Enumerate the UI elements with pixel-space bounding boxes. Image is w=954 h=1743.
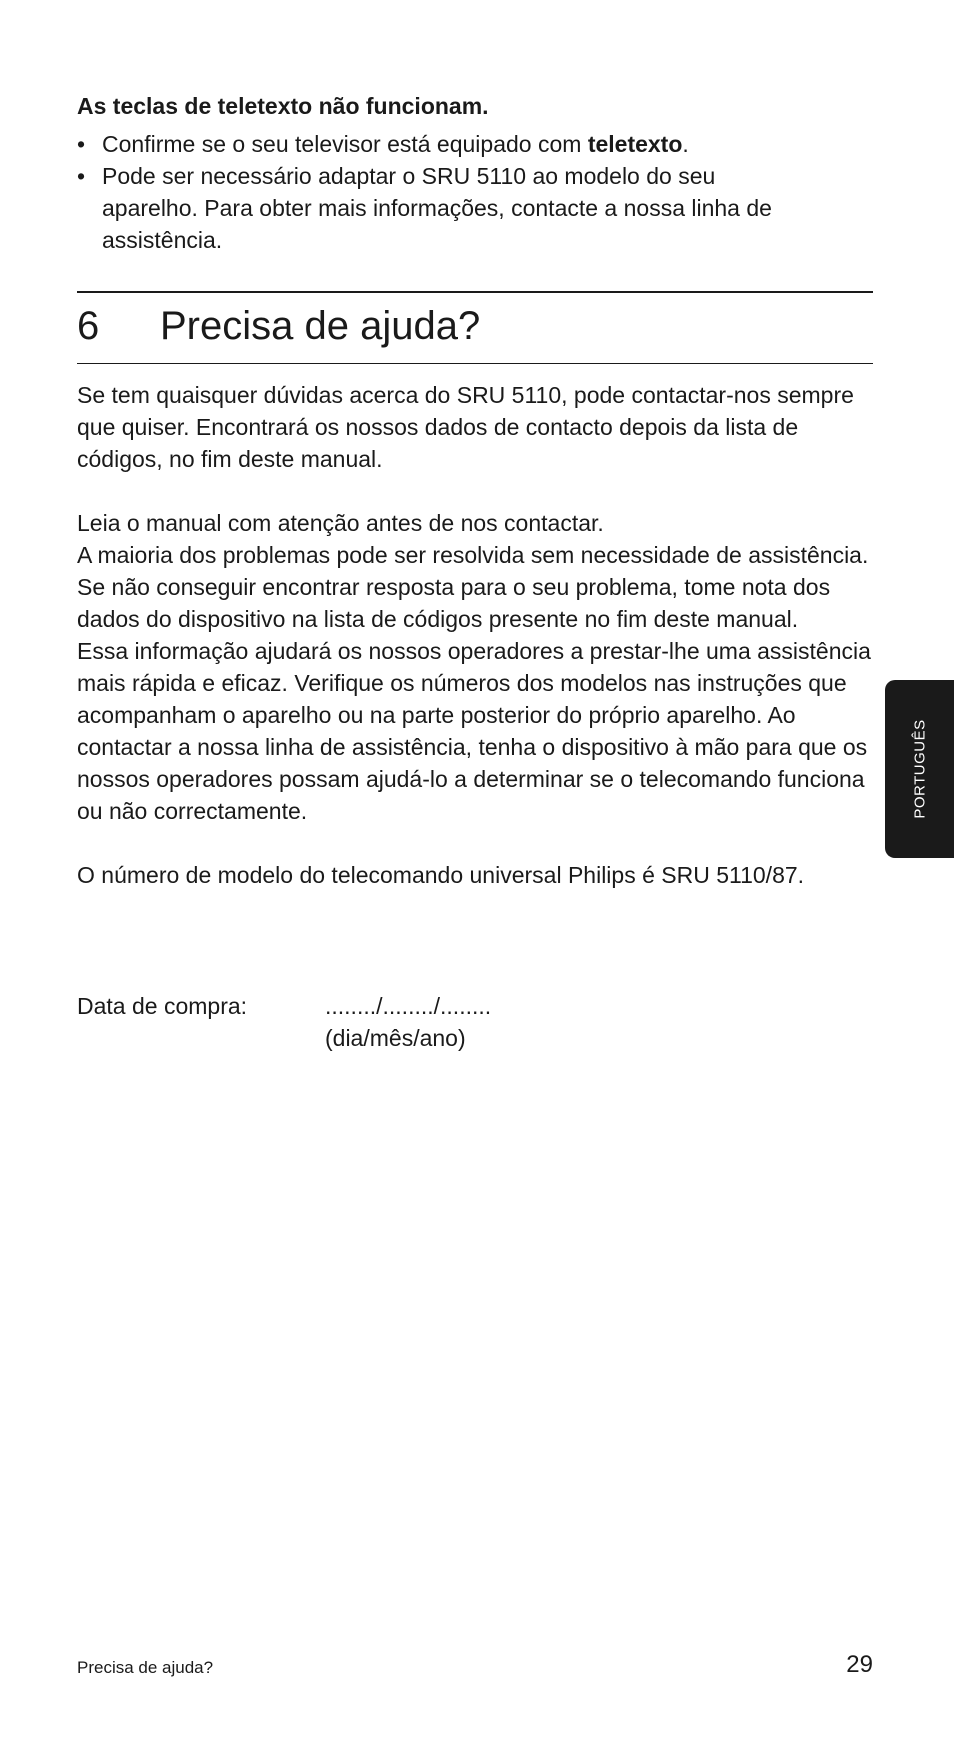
body-paragraph-model-number: O número de modelo do telecomando universal Philips é SRU 5110/87.: [77, 862, 805, 888]
footer-page-number: 29: [846, 1651, 873, 1678]
language-tab-label: PORTUGUÊS: [911, 719, 928, 819]
section-number: 6: [77, 304, 100, 348]
body-paragraph-information: Essa informação ajudará os nossos operadores a prestar-lhe uma assistência mais rápida e eficaz. Verifique os números dos modelos nas instruções que acompanham o aparelho ou na parte posterior do próprio aparelho. Ao contactar a nossa linha de assistência, tenha o dispositivo à mão para que os nossos operadores possam ajudá-lo a determinar se o telecomando funciona ou não correctamente.: [77, 638, 871, 824]
body-paragraph-read-manual: Leia o manual com atenção antes de nos contactar.: [77, 510, 604, 536]
bullet-icon: •: [77, 131, 86, 157]
section-rule-bottom: [77, 363, 873, 364]
section-title: Precisa de ajuda?: [160, 304, 481, 348]
paragraph-gap: [77, 827, 873, 859]
troubleshooting-list: [77, 128, 873, 256]
list-item: [77, 160, 782, 256]
body-paragraph-problems: A maioria dos problemas pode ser resolvida sem necessidade de assistência. Se não conseguir encontrar resposta para o seu problema, tome nota dos dados do dispositivo na lista de códigos presente no fim deste manual.: [77, 542, 869, 632]
language-tab: [885, 680, 954, 858]
bullet-text-after: .: [682, 131, 689, 157]
purchase-date-field: ......../......../........: [325, 993, 492, 1019]
section-body: [77, 379, 873, 891]
bullet-icon: •: [77, 163, 86, 189]
section-rule-top: [77, 291, 873, 293]
purchase-date-format: (dia/mês/ano): [325, 1025, 466, 1051]
list-item: [77, 128, 782, 160]
bullet-text-before: Confirme se o seu televisor está equipado com: [102, 131, 588, 157]
footer-section-name: Precisa de ajuda?: [77, 1658, 214, 1677]
purchase-date-label: Data de compra:: [77, 993, 248, 1019]
paragraph-gap: [77, 475, 873, 507]
bullet-text-bold: teletexto: [587, 131, 683, 157]
body-paragraph-contact: Se tem quaisquer dúvidas acerca do SRU 5110, pode contactar-nos sempre que quiser. Encontrará os nossos dados de contacto depois da lista de códigos, no fim deste manual.: [77, 382, 854, 472]
troubleshooting-title: As teclas de teletexto não funcionam.: [77, 93, 489, 119]
bullet-text: Pode ser necessário adaptar o SRU 5110 ao modelo do seu aparelho. Para obter mais informações, contacte a nossa linha de assistência.: [102, 163, 772, 253]
troubleshooting-block: [77, 90, 873, 256]
